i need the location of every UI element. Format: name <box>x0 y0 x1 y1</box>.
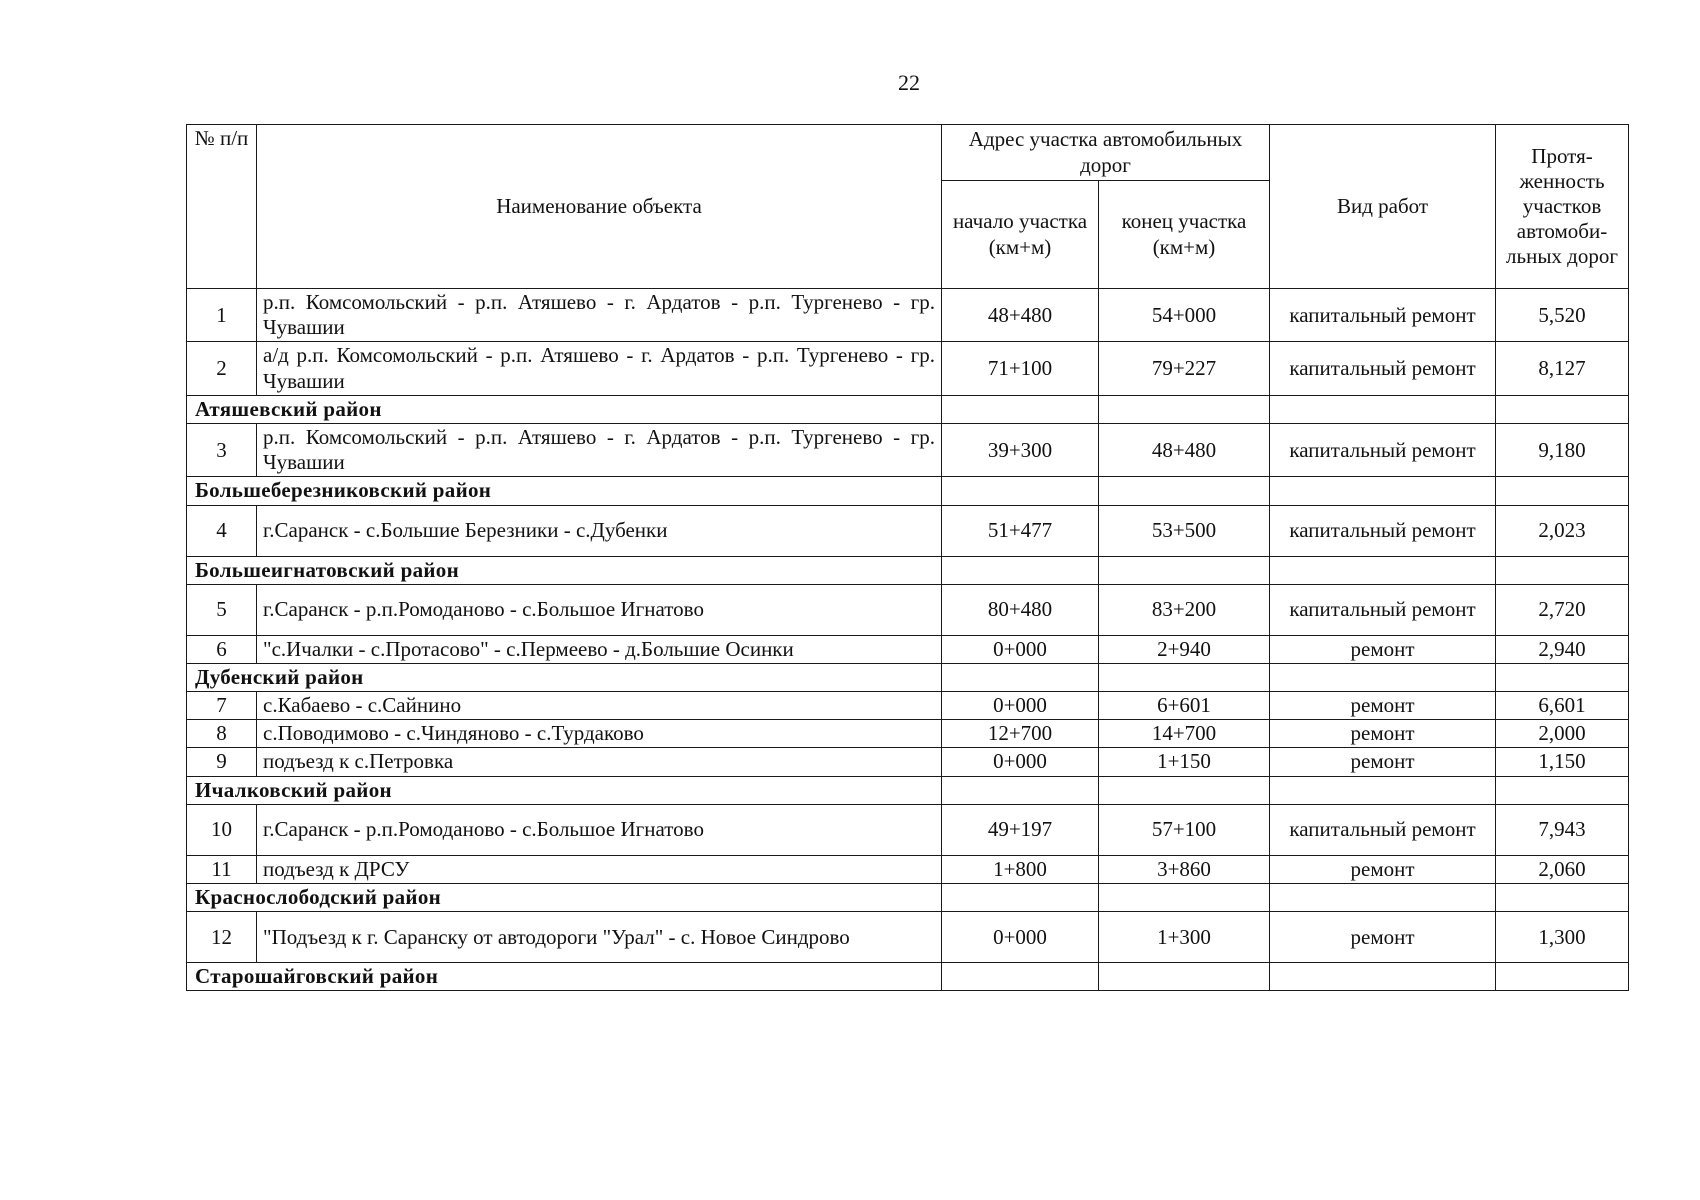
district-empty-length <box>1496 963 1629 991</box>
section-length: 5,520 <box>1496 289 1629 342</box>
row-number: 3 <box>187 423 257 476</box>
district-empty-length <box>1496 663 1629 691</box>
table-row <box>187 855 1629 883</box>
work-type: ремонт <box>1270 635 1496 663</box>
section-end: 83+200 <box>1099 584 1270 635</box>
district-empty-start <box>942 884 1099 912</box>
header-start: начало участка (км+м) <box>942 181 1099 289</box>
table-row <box>187 720 1629 748</box>
district-empty-end <box>1099 395 1270 423</box>
district-empty-length <box>1496 395 1629 423</box>
header-length: Протя-женность участков автомоби-льных дорог <box>1496 125 1629 289</box>
section-start: 71+100 <box>942 342 1099 395</box>
work-type: ремонт <box>1270 720 1496 748</box>
section-start: 0+000 <box>942 635 1099 663</box>
section-start: 1+800 <box>942 855 1099 883</box>
section-length: 2,000 <box>1496 720 1629 748</box>
row-number: 10 <box>187 804 257 855</box>
district-empty-end <box>1099 776 1270 804</box>
district-empty-end <box>1099 963 1270 991</box>
section-start: 51+477 <box>942 505 1099 556</box>
object-name: с.Поводимово - с.Чиндяново - с.Турдаково <box>257 720 942 748</box>
district-empty-length <box>1496 776 1629 804</box>
table-row <box>187 692 1629 720</box>
district-name: Старошайговский район <box>187 963 942 991</box>
object-name: "с.Ичалки - с.Протасово" - с.Пермеево - д.Большие Осинки <box>257 635 942 663</box>
district-empty-end <box>1099 884 1270 912</box>
table-row <box>187 584 1629 635</box>
row-number: 8 <box>187 720 257 748</box>
work-type: капитальный ремонт <box>1270 423 1496 476</box>
header-end: конец участка (км+м) <box>1099 181 1270 289</box>
district-empty-length <box>1496 477 1629 505</box>
header-work-type: Вид работ <box>1270 125 1496 289</box>
section-length: 7,943 <box>1496 804 1629 855</box>
district-empty-start <box>942 963 1099 991</box>
section-start: 48+480 <box>942 289 1099 342</box>
section-end: 54+000 <box>1099 289 1270 342</box>
table-row <box>187 912 1629 963</box>
district-empty-start <box>942 556 1099 584</box>
table-row <box>187 423 1629 476</box>
district-empty-length <box>1496 884 1629 912</box>
section-end: 79+227 <box>1099 342 1270 395</box>
section-length: 2,940 <box>1496 635 1629 663</box>
district-empty-start <box>942 776 1099 804</box>
district-empty-length <box>1496 556 1629 584</box>
section-start: 0+000 <box>942 748 1099 776</box>
table-row <box>187 748 1629 776</box>
object-name: "Подъезд к г. Саранску от автодороги "Урал" - с. Новое Синдрово <box>257 912 942 963</box>
row-number: 5 <box>187 584 257 635</box>
district-name: Атяшевский район <box>187 395 942 423</box>
section-length: 1,300 <box>1496 912 1629 963</box>
district-row <box>187 556 1629 584</box>
object-name: а/д р.п. Комсомольский - р.п. Атяшево - г. Ардатов - р.п. Тургенево - гр. Чувашии <box>257 342 942 395</box>
district-empty-work <box>1270 477 1496 505</box>
district-empty-work <box>1270 963 1496 991</box>
table-row <box>187 804 1629 855</box>
object-name: р.п. Комсомольский - р.п. Атяшево - г. Ардатов - р.п. Тургенево - гр. Чувашии <box>257 289 942 342</box>
district-row <box>187 963 1629 991</box>
district-empty-end <box>1099 556 1270 584</box>
object-name: подъезд к ДРСУ <box>257 855 942 883</box>
object-name: г.Саранск - р.п.Ромоданово - с.Большое Игнатово <box>257 584 942 635</box>
work-type: капитальный ремонт <box>1270 804 1496 855</box>
work-type: капитальный ремонт <box>1270 289 1496 342</box>
district-empty-work <box>1270 776 1496 804</box>
section-end: 3+860 <box>1099 855 1270 883</box>
section-end: 14+700 <box>1099 720 1270 748</box>
row-number: 12 <box>187 912 257 963</box>
work-type: ремонт <box>1270 855 1496 883</box>
section-end: 53+500 <box>1099 505 1270 556</box>
district-name: Ичалковский район <box>187 776 942 804</box>
work-type: капитальный ремонт <box>1270 505 1496 556</box>
section-start: 49+197 <box>942 804 1099 855</box>
district-name: Большеигнатовский район <box>187 556 942 584</box>
district-row <box>187 884 1629 912</box>
table-row <box>187 289 1629 342</box>
district-empty-end <box>1099 477 1270 505</box>
district-row <box>187 477 1629 505</box>
section-length: 1,150 <box>1496 748 1629 776</box>
object-name: г.Саранск - с.Большие Березники - с.Дубенки <box>257 505 942 556</box>
header-address-group: Адрес участка автомобильных дорог <box>942 125 1270 181</box>
section-start: 12+700 <box>942 720 1099 748</box>
district-name: Дубенский район <box>187 663 942 691</box>
road-sections-table <box>186 124 1629 991</box>
section-length: 2,060 <box>1496 855 1629 883</box>
section-length: 2,023 <box>1496 505 1629 556</box>
section-end: 57+100 <box>1099 804 1270 855</box>
district-empty-start <box>942 395 1099 423</box>
district-empty-work <box>1270 663 1496 691</box>
table-row <box>187 505 1629 556</box>
district-name: Большеберезниковский район <box>187 477 942 505</box>
district-empty-start <box>942 663 1099 691</box>
row-number: 7 <box>187 692 257 720</box>
district-empty-work <box>1270 884 1496 912</box>
section-length: 8,127 <box>1496 342 1629 395</box>
row-number: 1 <box>187 289 257 342</box>
header-num: № п/п <box>187 125 257 289</box>
work-type: ремонт <box>1270 692 1496 720</box>
row-number: 6 <box>187 635 257 663</box>
row-number: 2 <box>187 342 257 395</box>
district-row <box>187 776 1629 804</box>
district-name: Краснослободский район <box>187 884 942 912</box>
section-end: 48+480 <box>1099 423 1270 476</box>
table-row <box>187 635 1629 663</box>
table-body <box>187 289 1629 991</box>
row-number: 9 <box>187 748 257 776</box>
section-end: 6+601 <box>1099 692 1270 720</box>
work-type: капитальный ремонт <box>1270 342 1496 395</box>
district-empty-work <box>1270 556 1496 584</box>
section-length: 6,601 <box>1496 692 1629 720</box>
object-name: подъезд к с.Петровка <box>257 748 942 776</box>
section-end: 2+940 <box>1099 635 1270 663</box>
district-row <box>187 663 1629 691</box>
section-end: 1+150 <box>1099 748 1270 776</box>
work-type: ремонт <box>1270 912 1496 963</box>
row-number: 11 <box>187 855 257 883</box>
section-length: 9,180 <box>1496 423 1629 476</box>
section-start: 0+000 <box>942 912 1099 963</box>
object-name: г.Саранск - р.п.Ромоданово - с.Большое Игнатово <box>257 804 942 855</box>
table-header <box>187 125 1629 289</box>
section-start: 0+000 <box>942 692 1099 720</box>
district-empty-work <box>1270 395 1496 423</box>
object-name: с.Кабаево - с.Сайнино <box>257 692 942 720</box>
table-row <box>187 342 1629 395</box>
district-row <box>187 395 1629 423</box>
section-end: 1+300 <box>1099 912 1270 963</box>
section-start: 39+300 <box>942 423 1099 476</box>
header-name: Наименование объекта <box>257 125 942 289</box>
section-length: 2,720 <box>1496 584 1629 635</box>
section-start: 80+480 <box>942 584 1099 635</box>
work-type: капитальный ремонт <box>1270 584 1496 635</box>
object-name: р.п. Комсомольский - р.п. Атяшево - г. Ардатов - р.п. Тургенево - гр. Чувашии <box>257 423 942 476</box>
page-number: 22 <box>898 70 920 95</box>
district-empty-end <box>1099 663 1270 691</box>
row-number: 4 <box>187 505 257 556</box>
work-type: ремонт <box>1270 748 1496 776</box>
district-empty-start <box>942 477 1099 505</box>
